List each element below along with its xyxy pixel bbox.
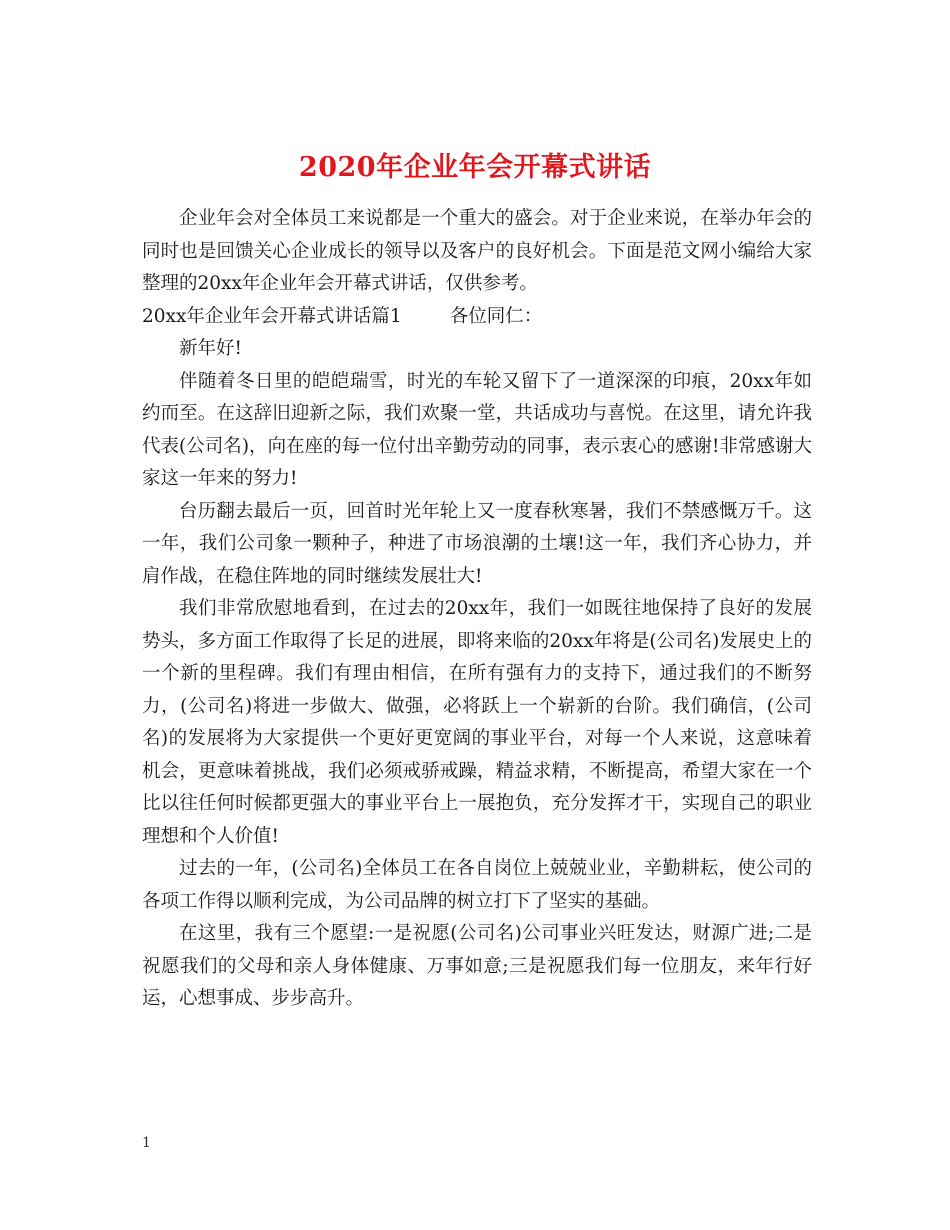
body-paragraph: 台历翻去最后一页，回首时光年轮上又一度春秋寒暑，我们不禁感慨万千。这一年，我们公司象一颗种子，种进了市场浪潮的土壤!这一年，我们齐心协力，并肩作战，在稳住阵地的同时继续发展壮大! (142, 500, 813, 587)
body-paragraph: 我们非常欣慰地看到，在过去的20xx年，我们一如既往地保持了良好的发展势头，多方面工作取得了长足的进展，即将来临的20xx年将是(公司名)发展史上的一个新的里程碑。我们有理由相信，在所有强有力的支持下，通过我们的不断努力，(公司名)将进一步做大、做强，必将跃上一个崭新的台阶。我们确信，(公司名)的发展将为大家提供一个更好更宽阔的事业平台，对每一个人来说，这意味着机会，更意味着挑战，我们必须戒骄戒躁，精益求精，不断提高，希望大家在一个比以往任何时候都更强大的事业平台上一展抱负，充分发挥才干，实现自己的职业理想和个人价值! (142, 598, 812, 847)
document-body (142, 203, 812, 1016)
body-paragraph: 伴随着冬日里的皑皑瑞雪，时光的车轮又留下了一道深深的印痕，20xx年如约而至。在这辞旧迎新之际，我们欢聚一堂，共话成功与喜悦。在这里，请允许我代表(公司名)，向在座的每一位付出辛勤劳动的同事，表示衷心的感谢!非常感谢大家这一年来的努力! (142, 370, 812, 489)
body-paragraph: 在这里，我有三个愿望:一是祝愿(公司名)公司事业兴旺发达，财源广进;二是祝愿我们的父母和亲人身体健康、万事如意;三是祝愿我们每一位朋友，来年行好运，心想事成、步步高升。 (142, 923, 812, 1009)
salutation: 各位同仁： (449, 305, 543, 327)
document-title: 2020年企业年会开幕式讲话 (298, 152, 652, 184)
body-paragraph: 新年好! (179, 338, 242, 359)
section-heading: 20xx年企业年会开幕式讲话篇1 (142, 305, 402, 327)
intro-paragraph: 企业年会对全体员工来说都是一个重大的盛会。对于企业来说，在举办年会的同时也是回馈关心企业成长的领导以及客户的良好机会。下面是范文网小编给大家整理的20xx年企业年会开幕式讲话，仅供参考。 (142, 208, 812, 294)
body-paragraph: 过去的一年，(公司名)全体员工在各自岗位上兢兢业业，辛勤耕耘，使公司的各项工作得以顺利完成，为公司品牌的树立打下了坚实的基础。 (142, 858, 812, 912)
page-number: 1 (142, 1135, 151, 1151)
section-heading-line (142, 301, 812, 334)
